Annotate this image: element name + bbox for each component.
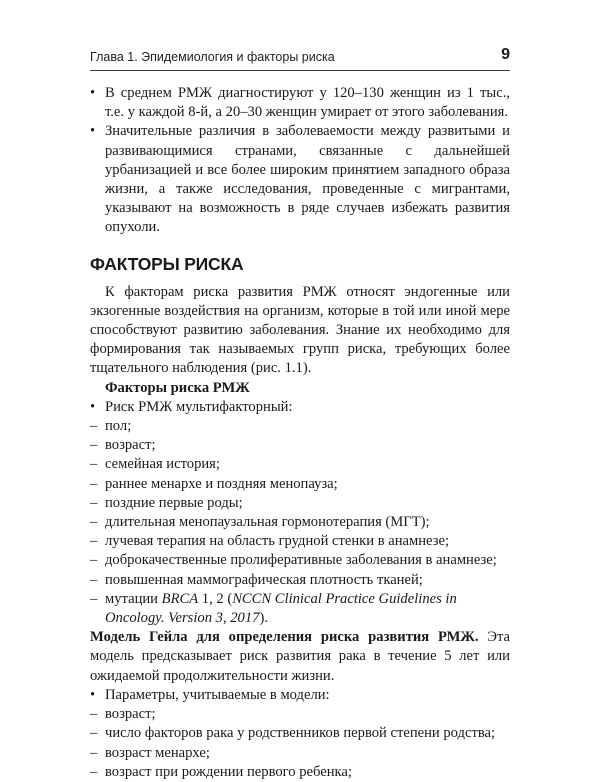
list-item: – доброкачественные пролиферативные заболевания в анамнезе; (90, 552, 497, 569)
list-item: – поздние первые роды; (90, 494, 243, 511)
intro-paragraph-1: • В среднем РМЖ диагностируют у 120–130 женщин из 1 тыс., т.е. у каждой 8-й, а 20–30 женщин умирает от этого заболевания. (90, 85, 510, 121)
section-paragraph: К факторам риска развития РМЖ относят эндогенные или экзогенные воздействия на организм, которые в той или иной мере способствуют развитию заболевания. Знание их необходимо для формирования так называемых групп риска, требующих более тщательного наблюдения (рис. 1.1). (90, 283, 510, 377)
gail-parameter-list (90, 705, 510, 782)
gail-paragraph: Модель Гейла для определения риска развития РМЖ. Эта модель предсказывает риск развития рака в течение 5 лет или ожидаемой продолжительности жизни. (90, 629, 510, 684)
risk-factor-list (90, 417, 510, 628)
risk-factors-bullet: • Риск РМЖ мультифакторный: (90, 398, 510, 417)
list-item: – возраст; (90, 437, 156, 454)
page-body (90, 84, 510, 782)
gail-bullet: • Параметры, учитываемые в модели: (90, 686, 510, 705)
list-item: – длительная менопаузальная гормонотерапия (МГТ); (90, 514, 430, 531)
section-heading: ФАКТОРЫ РИСКА (90, 253, 244, 274)
risk-factors-heading: Факторы риска РМЖ (105, 379, 250, 396)
list-item: – семейная история; (90, 456, 220, 473)
bullet-marker: • (90, 398, 96, 415)
gene-name: BRCA (161, 590, 199, 607)
bullet-marker: • (90, 85, 96, 101)
list-item-brca: – мутации BRCA 1, 2 (NCCN Clinical Practice Guidelines in Oncology. Version 3, 2017). (90, 590, 457, 627)
list-item: – раннее менархе и поздняя менопауза; (90, 475, 338, 492)
list-item: – повышенная маммографическая плотность тканей; (90, 571, 423, 588)
list-item: – число факторов рака у родственников первой степени родства; (90, 725, 496, 742)
gail-lead: Модель Гейла для определения риска развития РМЖ. (90, 629, 479, 646)
list-item: – возраст; (90, 706, 156, 723)
intro-paragraph-2: • Значительные различия в заболеваемости между развитыми и развивающимися странами, связанные с дальнейшей урбанизацией и все более широким принятием западного образа жизни, а также исследования, проведенные с мигрантами, указывают на возможность в ряде случаев избежать развития опухоли. (90, 123, 510, 236)
list-item: – лучевая терапия на область грудной стенки в анамнезе; (90, 533, 450, 550)
list-item: – возраст менархе; (90, 744, 210, 761)
running-header (90, 46, 510, 71)
running-title: Глава 1. Эпидемиология и факторы риска (90, 50, 335, 64)
citation: NCCN Clinical Practice Guidelines in Oncology. Version 3, 2017 (105, 590, 457, 627)
page-number: 9 (501, 46, 510, 63)
bullet-marker: • (90, 686, 96, 703)
list-item: – пол; (90, 418, 132, 435)
bullet-marker: • (90, 123, 96, 140)
list-item: – возраст при рождении первого ребенка; (90, 763, 352, 780)
